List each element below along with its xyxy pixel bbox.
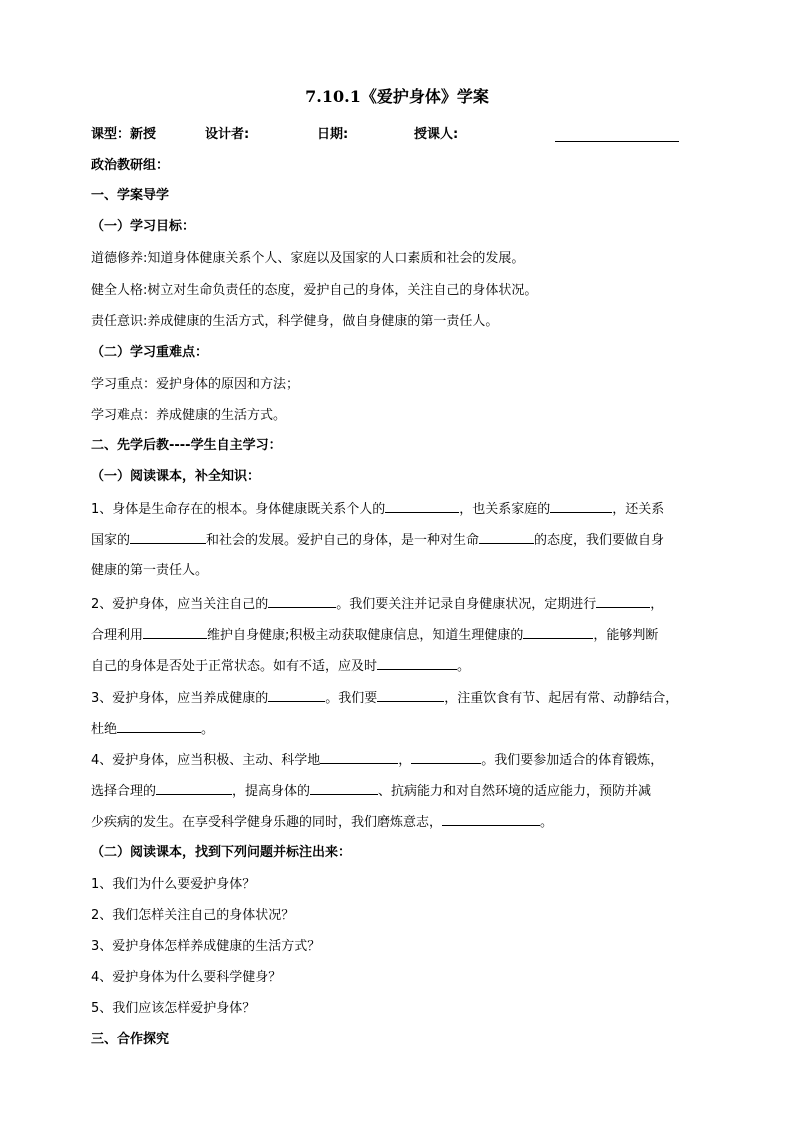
subheading-goals: （一）学习目标： (91, 219, 196, 234)
answer-blank[interactable] (156, 781, 232, 795)
course-type: 课型：新授 (91, 127, 157, 142)
answer-blank[interactable] (550, 499, 612, 513)
fill-question-4: 4、爱护身体，应当积极、主动、科学地 ， 。我们要参加适合的体育锻炼， 选择合理的 ，提高身体的 、抗病能力和对自然环境的适应能力，预防并减 少疾病的发生。在享受科学健身乐趣的同时，我们磨炼意志， 。 (91, 750, 711, 843)
answer-blank[interactable] (310, 781, 378, 795)
teacher-blank (555, 141, 679, 142)
answer-blank[interactable] (479, 530, 534, 544)
subheading-key-points: （二）学习重难点： (91, 345, 209, 360)
fill-question-3: 3、爱护身体，应当养成健康的 。我们要 ，注重饮食有节、起居有常、动静结合， 杜绝 。 (91, 688, 711, 750)
question-item: 3、爱护身体怎样养成健康的生活方式？ (91, 939, 321, 954)
key-point: 学习难点：养成健康的生活方式。 (91, 408, 287, 423)
goal-item: 道德修养:知道身体健康关系个人、家庭以及国家的人口素质和社会的发展。 (91, 251, 525, 266)
designer-label: 设计者: (205, 127, 250, 142)
document-title: 7.10.1《爱护身体》学案 (305, 87, 489, 106)
teacher-label: 授课人: (414, 127, 459, 142)
question-item: 5、我们应该怎样爱护身体？ (91, 1001, 256, 1016)
section-heading-2: 二、先学后教----学生自主学习： (91, 438, 282, 453)
group-label: 政治教研组： (91, 158, 170, 173)
date-label: 日期: (317, 127, 349, 142)
subheading-questions: （二）阅读课本，找到下列问题并标注出来： (91, 845, 352, 860)
answer-blank[interactable] (377, 688, 444, 702)
answer-blank[interactable] (523, 625, 593, 639)
goal-item: 责任意识:养成健康的生活方式，科学健身，做自身健康的第一责任人。 (91, 314, 499, 329)
goal-item: 健全人格:树立对生命负责任的态度，爱护自己的身体，关注自己的身体状况。 (91, 283, 538, 298)
answer-blank[interactable] (385, 499, 459, 513)
answer-blank[interactable] (268, 594, 336, 608)
fill-question-1: 1、身体是生命存在的根本。身体健康既关系个人的 ，也关系家庭的 ，还关系 国家的 和社会的发展。爱护自己的身体，是一种对生命 的态度，我们要做自身 健康的第一责任人。 (91, 499, 711, 592)
answer-blank[interactable] (377, 656, 457, 670)
meta-row (91, 125, 711, 145)
question-item: 4、爱护身体为什么要科学健身？ (91, 970, 282, 985)
answer-blank[interactable] (411, 750, 481, 764)
question-item: 2、我们怎样关注自己的身体状况？ (91, 908, 295, 923)
section-heading-1: 一、学案导学 (91, 188, 170, 203)
answer-blank[interactable] (143, 625, 207, 639)
answer-blank[interactable] (596, 594, 650, 608)
section-heading-3: 三、合作探究 (91, 1032, 170, 1047)
key-point: 学习重点：爱护身体的原因和方法； (91, 377, 300, 392)
answer-blank[interactable] (320, 750, 398, 764)
answer-blank[interactable] (130, 530, 206, 544)
question-item: 1、我们为什么要爱护身体？ (91, 877, 256, 892)
answer-blank[interactable] (442, 812, 540, 826)
subheading-fill: （一）阅读课本，补全知识： (91, 469, 261, 484)
answer-blank[interactable] (268, 688, 325, 702)
answer-blank[interactable] (117, 719, 201, 733)
fill-question-2: 2、爱护身体，应当关注自己的 。我们要关注并记录自身健康状况，定期进行 ， 合理利用 维护自身健康;积极主动获取健康信息，知道生理健康的 ，能够判断 自己的身体是否处于正常状态。如有不适，应及时 。 (91, 594, 711, 687)
